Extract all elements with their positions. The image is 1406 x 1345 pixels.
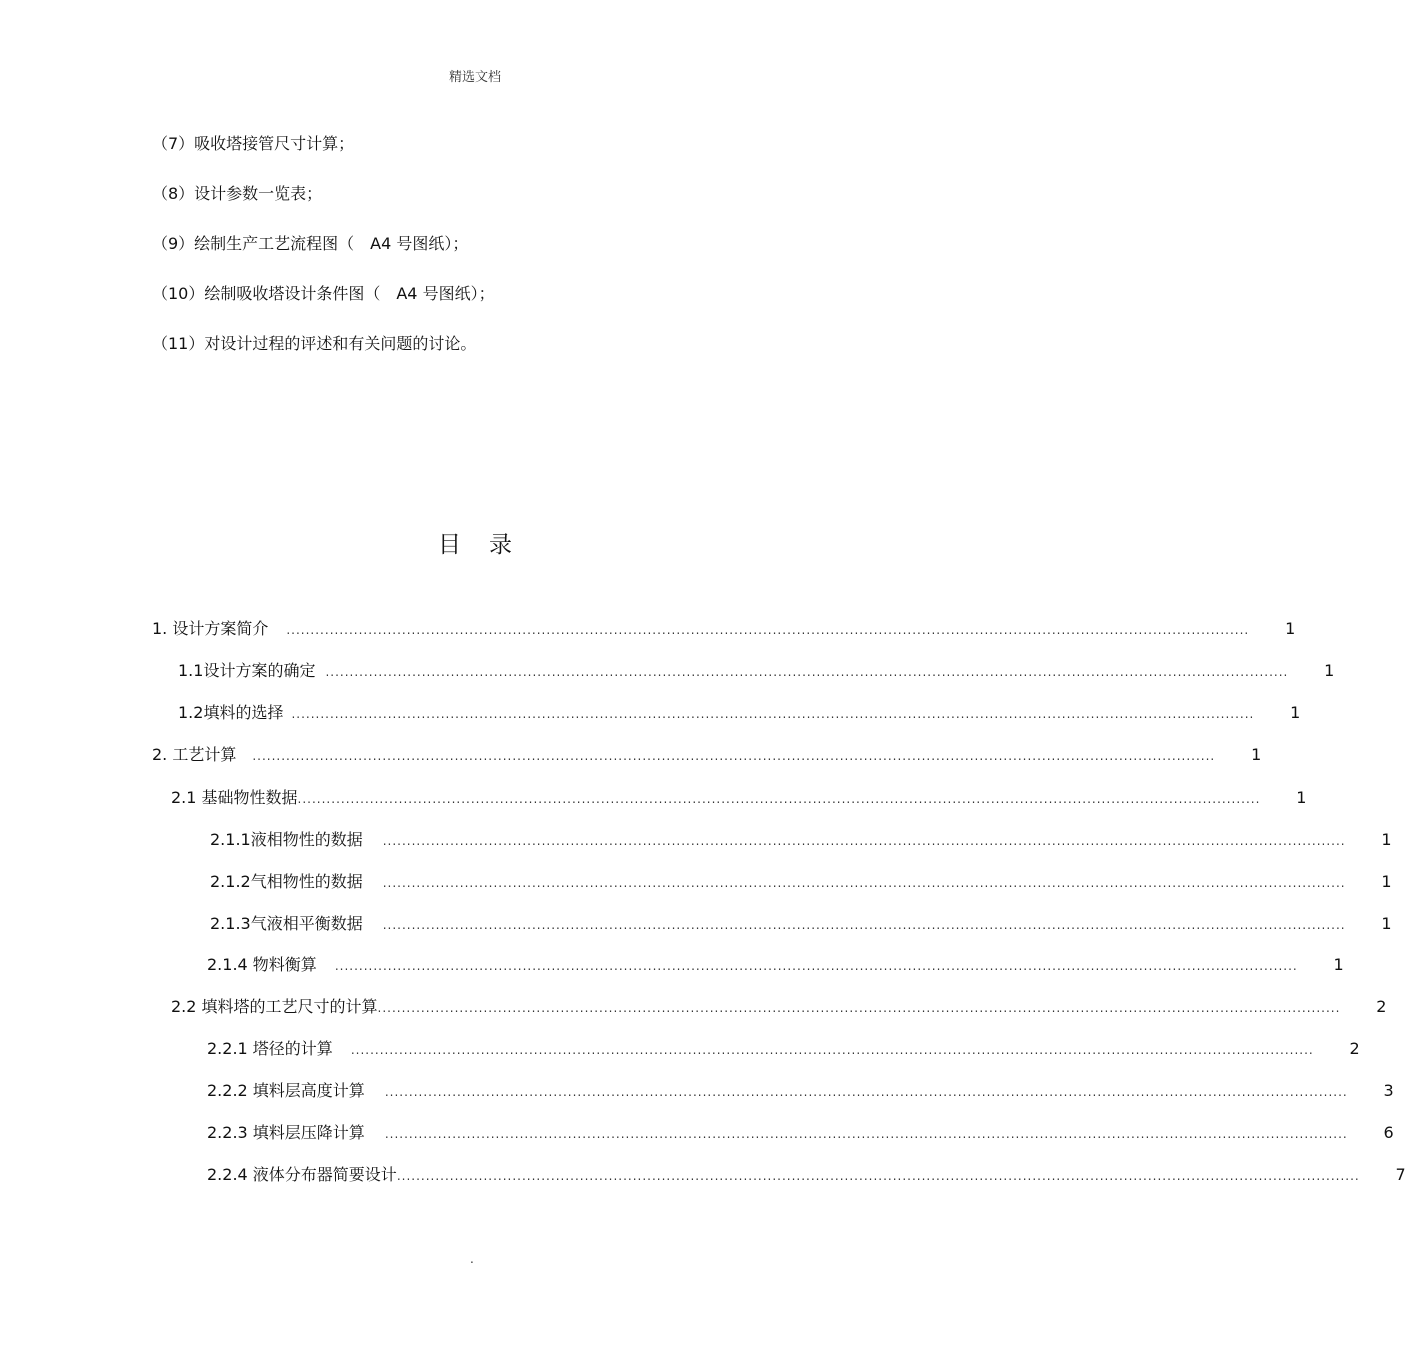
toc-entry-page: 6 xyxy=(1383,1123,1394,1142)
requirement-item: （9）绘制生产工艺流程图（ A4 号图纸）； xyxy=(152,234,469,253)
toc-entry-label: 2.1.1液相物性的数据 xyxy=(210,830,363,849)
toc-entry xyxy=(207,1163,1406,1187)
toc-entry xyxy=(207,1079,1394,1103)
toc-entry-page: 1 xyxy=(1290,703,1301,722)
page-footer: . xyxy=(470,1252,474,1266)
page-header: 精选文档 xyxy=(448,70,501,85)
toc-leader: ........................................................................................................................................................................................................ xyxy=(382,918,1346,932)
toc-entry xyxy=(178,701,1301,725)
toc-leader: ........................................................................................................................................................................................................ xyxy=(334,959,1298,973)
toc-leader: ........................................................................................................................................................................................................ xyxy=(396,1169,1360,1183)
toc-leader: ........................................................................................................................................................................................................ xyxy=(252,749,1216,763)
toc-entry xyxy=(171,786,1307,810)
toc-entry-label: 1.1设计方案的确定 xyxy=(178,661,316,680)
toc-leader: ........................................................................................................................................................................................................ xyxy=(382,876,1346,890)
toc-entry-label: 2.2.1 塔径的计算 xyxy=(207,1039,333,1058)
toc-entry-page: 1 xyxy=(1381,872,1392,891)
requirement-item: （10）绘制吸收塔设计条件图（ A4 号图纸）； xyxy=(152,284,495,303)
toc-entry-label: 2.2.2 填料层高度计算 xyxy=(207,1081,365,1100)
toc-entry-page: 7 xyxy=(1395,1165,1406,1184)
requirement-item: （11）对设计过程的评述和有关问题的讨论。 xyxy=(152,334,477,353)
toc-entry-page: 1 xyxy=(1296,788,1307,807)
toc-entry-page: 1 xyxy=(1285,619,1296,638)
toc-entry xyxy=(178,659,1335,683)
toc-leader: ........................................................................................................................................................................................................ xyxy=(286,623,1250,637)
toc-entry-page: 1 xyxy=(1324,661,1335,680)
toc-entry-page: 1 xyxy=(1381,830,1392,849)
toc-entry-page: 3 xyxy=(1383,1081,1394,1100)
requirement-item: （7）吸收塔接管尺寸计算； xyxy=(152,134,355,153)
toc-entry-page: 1 xyxy=(1251,745,1262,764)
toc-entry xyxy=(207,1037,1360,1061)
toc-entry xyxy=(152,743,1262,767)
toc-entry-label: 1.2填料的选择 xyxy=(178,703,284,722)
toc-title: 目录 xyxy=(438,532,540,558)
toc-entry-page: 1 xyxy=(1381,914,1392,933)
toc-entry-page: 2 xyxy=(1376,997,1387,1016)
toc-leader: ........................................................................................................................................................................................................ xyxy=(377,1001,1341,1015)
toc-entry xyxy=(207,953,1344,977)
toc-entry-page: 1 xyxy=(1333,955,1344,974)
toc-leader: ........................................................................................................................................................................................................ xyxy=(291,707,1255,721)
toc-leader: ........................................................................................................................................................................................................ xyxy=(297,792,1261,806)
toc-entry-label: 2.2.3 填料层压降计算 xyxy=(207,1123,365,1142)
toc-entry-label: 2.1.3气液相平衡数据 xyxy=(210,914,363,933)
toc-entry xyxy=(171,995,1387,1019)
toc-leader: ........................................................................................................................................................................................................ xyxy=(384,1085,1348,1099)
toc-entry-label: 1. 设计方案简介 xyxy=(152,619,269,638)
toc-leader: ........................................................................................................................................................................................................ xyxy=(384,1127,1348,1141)
toc-entry-label: 2.2 填料塔的工艺尺寸的计算 xyxy=(171,997,378,1016)
toc-entry-page: 2 xyxy=(1349,1039,1360,1058)
requirement-item: （8）设计参数一览表； xyxy=(152,184,323,203)
toc-entry xyxy=(210,828,1392,852)
toc-entry xyxy=(210,912,1392,936)
toc-entry-label: 2.1 基础物性数据 xyxy=(171,788,298,807)
toc-leader: ........................................................................................................................................................................................................ xyxy=(382,834,1346,848)
toc-entry xyxy=(152,617,1296,641)
toc-entry xyxy=(210,870,1392,894)
toc-leader: ........................................................................................................................................................................................................ xyxy=(325,665,1289,679)
toc-entry-label: 2. 工艺计算 xyxy=(152,745,237,764)
toc-entry-label: 2.2.4 液体分布器简要设计 xyxy=(207,1165,397,1184)
toc-entry-label: 2.1.2气相物性的数据 xyxy=(210,872,363,891)
toc-leader: ........................................................................................................................................................................................................ xyxy=(350,1043,1314,1057)
toc-entry-label: 2.1.4 物料衡算 xyxy=(207,955,317,974)
toc-entry xyxy=(207,1121,1394,1145)
